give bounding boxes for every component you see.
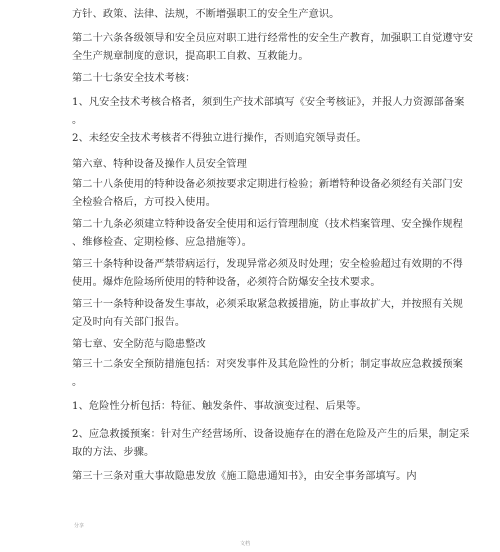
text-line: 第三十条特种设备严禁带病运行，发现异常必须及时处理；安全检验超过有效期的不得 xyxy=(72,259,463,270)
chapter-heading: 第六章、特种设备及操作人员安全管理 xyxy=(72,159,247,170)
text-line: 1、凡安全技术考核合格者，须到生产技术部填写《安全考核证》，并报人力资源部备案 xyxy=(72,97,465,108)
text-line: 定及时向有关部门报告。 xyxy=(72,317,186,328)
text-line: 2、应急救援预案：针对生产经营场所、设备设施存在的潜在危险及产生的后果，制定采 xyxy=(72,429,470,440)
text-line: 、维修检查、定期检修、应急措施等）。 xyxy=(72,237,253,248)
text-line: 全检验合格后，方可投入使用。 xyxy=(72,197,217,208)
text-line: 使用。爆炸危险场所使用的特种设备，必须符合防爆安全技术要求。 xyxy=(72,277,381,288)
text-line: 取的方法、步骤。 xyxy=(72,447,155,458)
text-line: 全生产规章制度的意识，提高职工自救、互救能力。 xyxy=(72,51,309,62)
text-line: 第二十七条安全技术考核： xyxy=(72,73,196,84)
footer-left-label: 分享 xyxy=(74,523,85,529)
text-line: 第三十三条对重大事故隐患发放《施工隐患通知书》，由安全事务部填写。内 xyxy=(72,471,417,482)
chapter-heading: 第七章、安全防范与隐患整改 xyxy=(72,339,206,350)
footer-center-label: 文档 xyxy=(240,541,251,547)
text-line: 。 xyxy=(72,377,83,388)
text-line: 。 xyxy=(72,115,83,126)
text-line: 方针、政策、法律、法规，不断增强职工的安全生产意识。 xyxy=(72,9,340,20)
text-line: 第二十九条必须建立特种设备安全使用和运行管理制度（技术档案管理、安全操作规程 xyxy=(72,219,463,230)
text-line: 第三十二条安全预防措施包括：对突发事件及其危险性的分析；制定事故应急救援预案 xyxy=(72,359,463,370)
text-line: 第二十八条使用的特种设备必须按要求定期进行检验；新增特种设备必须经有关部门安 xyxy=(72,179,463,190)
text-line: 第三十一条特种设备发生事故，必须采取紧急救援措施，防止事故扩大，并按照有关规 xyxy=(72,299,463,310)
text-line: 第二十六条各级领导和安全员应对职工进行经常性的安全生产教育，加强职工自觉遵守安 xyxy=(72,33,474,44)
text-line: 2、未经安全技术考核者不得独立进行操作，否则追究领导责任。 xyxy=(72,133,367,144)
text-line: 1、危险性分析包括：特征、触发条件、事故演变过程、后果等。 xyxy=(72,401,367,412)
